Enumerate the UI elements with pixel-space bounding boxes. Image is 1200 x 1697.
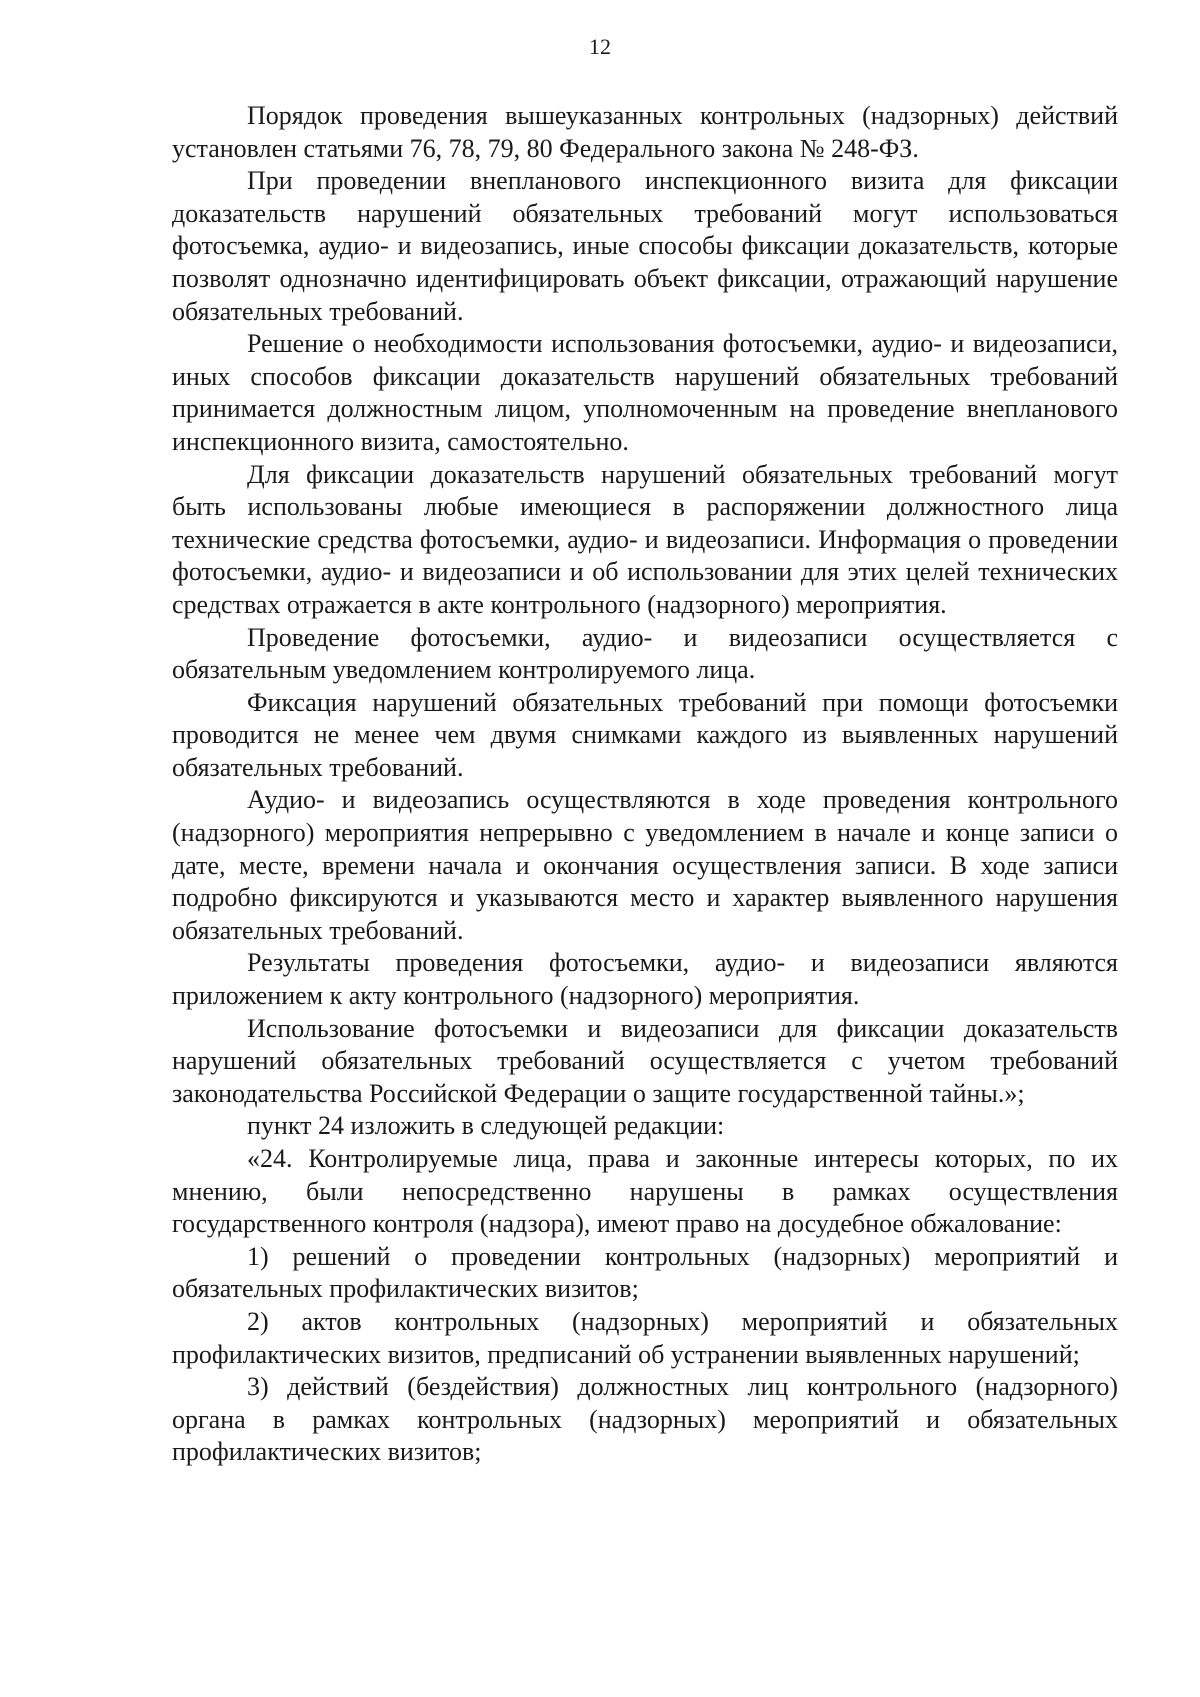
paragraph: Аудио- и видеозапись осуществляются в ходе проведения контрольного (надзорного) мероприятия непрерывно с уведомлением в начале и конце записи о дате, месте, времени начала и окончания осуществления записи. В ходе записи подробно фиксируются и указываются место и характер выявленного нарушения обязательных требований. [172,785,1118,945]
paragraph: Результаты проведения фотосъемки, аудио- и видеозаписи являются приложением к акту контрольного (надзорного) мероприятия. [172,948,1118,1011]
list-item: 3) действий (бездействия) должностных лиц контрольного (надзорного) органа в рамках контрольных (надзорных) мероприятий и обязательных профилактических визитов; [172,1372,1118,1467]
list-item: 1) решений о проведении контрольных (надзорных) мероприятий и обязательных профилактических визитов; [172,1241,1118,1304]
paragraph: Фиксация нарушений обязательных требований при помощи фотосъемки проводится не менее чем двумя снимками каждого из выявленных нарушений обязательных требований. [172,687,1118,782]
page-number: 12 [589,34,611,59]
paragraph: Порядок проведения вышеуказанных контрольных (надзорных) действий установлен статьями 76, 78, 79, 80 Федерального закона № 248-ФЗ. [172,101,1118,163]
paragraph: Проведение фотосъемки, аудио- и видеозаписи осуществляется с обязательным уведомлением контролируемого лица. [172,622,1118,685]
document-body [172,100,1118,1469]
paragraph: Для фиксации доказательств нарушений обязательных требований могут быть использованы любые имеющиеся в распоряжении должностного лица технические средства фотосъемки, аудио- и видеозаписи. Информация о проведении фотосъемки, аудио- и видеозаписи и об использовании для этих целей технических средствах отражается в акте контрольного (надзорного) мероприятия. [172,459,1118,619]
paragraph: пункт 24 изложить в следующей редакции: [247,1111,725,1141]
list-item: 2) актов контрольных (надзорных) мероприятий и обязательных профилактических визитов, предписаний об устранении выявленных нарушений; [172,1306,1118,1369]
paragraph: Использование фотосъемки и видеозаписи для фиксации доказательств нарушений обязательных требований осуществляется с учетом требований законодательства Российской Федерации о защите государственной тайны.»; [172,1013,1118,1108]
paragraph: Решение о необходимости использования фотосъемки, аудио- и видеозаписи, иных способов фиксации доказательств нарушений обязательных требований принимается должностным лицом, уполномоченным на проведение внепланового инспекционного визита, самостоятельно. [172,329,1118,456]
paragraph: При проведении внепланового инспекционного визита для фиксации доказательств нарушений обязательных требований могут использоваться фотосъемка, аудио- и видеозапись, иные способы фиксации доказательств, которые позволят однозначно идентифицировать объект фиксации, отражающий нарушение обязательных требований. [172,166,1118,326]
paragraph: «24. Контролируемые лица, права и законные интересы которых, по их мнению, были непосредственно нарушены в рамках осуществления государственного контроля (надзора), имеют право на досудебное обжалование: [172,1144,1118,1239]
